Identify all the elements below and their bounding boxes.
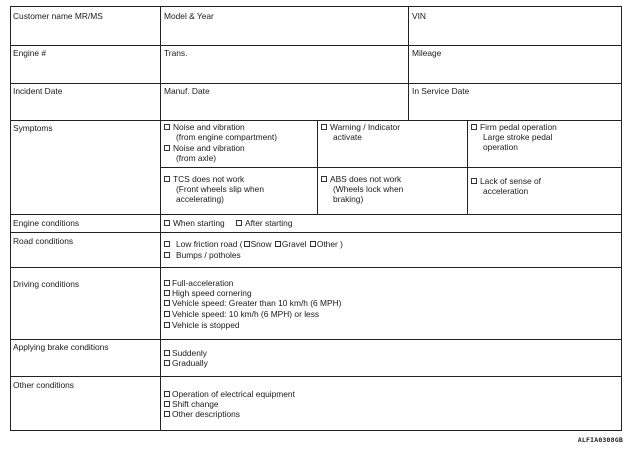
brake-conditions-label: Applying brake conditions (13, 342, 109, 352)
brake-suddenly[interactable] (164, 348, 207, 358)
checkbox[interactable] (321, 176, 327, 182)
column-divider (160, 7, 161, 430)
symptom-abs[interactable] (321, 174, 403, 204)
other-conditions-label: Other conditions (13, 380, 74, 390)
driving-speed-less[interactable] (164, 309, 319, 319)
option-label: (from axle) (176, 153, 217, 163)
checkbox[interactable] (164, 411, 170, 417)
option-label: Lack of sense of (480, 176, 541, 186)
option-label: accelerating) (176, 194, 224, 204)
other-electrical-equipment[interactable] (164, 389, 295, 399)
row-divider (11, 214, 621, 215)
symptom-warning-indicator[interactable] (321, 122, 400, 142)
customer-name-label: Customer name MR/MS (13, 11, 103, 21)
reference-code: ALFIA0308GB (577, 436, 623, 444)
engine-when-starting[interactable] (164, 218, 225, 228)
checkbox[interactable] (164, 311, 170, 317)
checkbox[interactable] (164, 350, 170, 356)
option-label: Noise and vibration (173, 122, 245, 132)
checkbox[interactable] (164, 145, 170, 151)
symptom-tcs[interactable] (164, 174, 264, 204)
column-divider (467, 120, 468, 214)
diagnostic-worksheet (10, 6, 622, 431)
checkbox[interactable] (471, 178, 477, 184)
mileage-label: Mileage (412, 48, 442, 58)
option-label: operation (483, 142, 518, 152)
option-label: acceleration (483, 186, 529, 196)
symptom-lack-acceleration[interactable] (471, 176, 541, 196)
driving-high-speed-cornering[interactable] (164, 288, 252, 298)
checkbox[interactable] (164, 401, 170, 407)
option-label: Other descriptions (172, 409, 240, 419)
option-label: (Front wheels slip when (176, 184, 264, 194)
driving-full-acceleration[interactable] (164, 278, 233, 288)
option-label: Suddenly (172, 348, 207, 358)
option-label: activate (333, 132, 362, 142)
checkbox[interactable] (164, 300, 170, 306)
driving-conditions-label: Driving conditions (13, 279, 80, 289)
driving-vehicle-stopped[interactable] (164, 320, 240, 330)
row-divider (11, 267, 621, 268)
engine-conditions-label: Engine conditions (13, 218, 80, 228)
road-low-friction[interactable] (164, 239, 343, 249)
row-divider (11, 83, 621, 84)
option-label: Bumps / potholes (176, 250, 241, 260)
option-label: Snow (250, 239, 272, 249)
checkbox[interactable] (164, 360, 170, 366)
option-label: Gradually (172, 358, 208, 368)
option-label: (from engine compartment) (176, 132, 278, 142)
road-bumps-potholes[interactable] (164, 250, 241, 260)
checkbox[interactable] (321, 124, 327, 130)
option-label: Large stroke pedal (483, 132, 553, 142)
symptom-noise-axle[interactable] (164, 143, 245, 163)
manuf-date-label: Manuf. Date (164, 86, 210, 96)
option-label: After starting (245, 218, 293, 228)
checkbox[interactable] (275, 241, 281, 247)
road-conditions-label: Road conditions (13, 236, 74, 246)
option-label: Operation of electrical equipment (172, 389, 295, 399)
row-divider (11, 232, 621, 233)
option-label: Low friction road ( (176, 239, 243, 249)
trans-label: Trans. (164, 48, 188, 58)
checkbox[interactable] (236, 220, 242, 226)
row-divider (11, 45, 621, 46)
option-label: Full-acceleration (172, 278, 234, 288)
in-service-date-label: In Service Date (412, 86, 470, 96)
vin-label: VIN (412, 11, 426, 21)
option-label: Vehicle is stopped (172, 320, 240, 330)
checkbox[interactable] (164, 280, 170, 286)
driving-speed-greater[interactable] (164, 298, 341, 308)
model-year-label: Model & Year (164, 11, 214, 21)
checkbox[interactable] (310, 241, 316, 247)
incident-date-label: Incident Date (13, 86, 63, 96)
option-label: Noise and vibration (173, 143, 245, 153)
checkbox[interactable] (164, 176, 170, 182)
checkbox[interactable] (164, 241, 170, 247)
checkbox[interactable] (244, 241, 250, 247)
symptom-noise-engine[interactable] (164, 122, 277, 142)
checkbox[interactable] (164, 124, 170, 130)
checkbox[interactable] (471, 124, 477, 130)
symptom-firm-pedal[interactable] (471, 122, 557, 152)
row-divider (11, 120, 621, 121)
option-label: braking) (333, 194, 364, 204)
brake-gradually[interactable] (164, 358, 208, 368)
option-label: ABS does not work (330, 174, 402, 184)
option-label: Gravel (281, 239, 307, 249)
option-label: Shift change (172, 399, 219, 409)
checkbox[interactable] (164, 391, 170, 397)
checkbox[interactable] (164, 290, 170, 296)
row-divider (160, 167, 621, 168)
symptoms-label: Symptoms (13, 123, 53, 133)
other-shift-change[interactable] (164, 399, 219, 409)
option-label: Vehicle speed: Greater than 10 km/h (6 MPH) (172, 298, 342, 308)
checkbox[interactable] (164, 220, 170, 226)
engine-number-label: Engine # (13, 48, 47, 58)
checkbox[interactable] (164, 322, 170, 328)
checkbox[interactable] (164, 252, 170, 258)
option-label: (Wheels lock when (333, 184, 404, 194)
row-divider (11, 376, 621, 377)
other-descriptions[interactable] (164, 409, 240, 419)
column-divider (317, 120, 318, 214)
option-label: Vehicle speed: 10 km/h (6 MPH) or less (172, 309, 320, 319)
option-label: When starting (173, 218, 225, 228)
option-label: Warning / Indicator (330, 122, 400, 132)
column-divider (408, 7, 409, 120)
option-label: Other ) (316, 239, 343, 249)
engine-after-starting[interactable] (236, 218, 292, 228)
option-label: High speed cornering (172, 288, 252, 298)
option-label: Firm pedal operation (480, 122, 557, 132)
row-divider (11, 339, 621, 340)
option-label: TCS does not work (173, 174, 245, 184)
